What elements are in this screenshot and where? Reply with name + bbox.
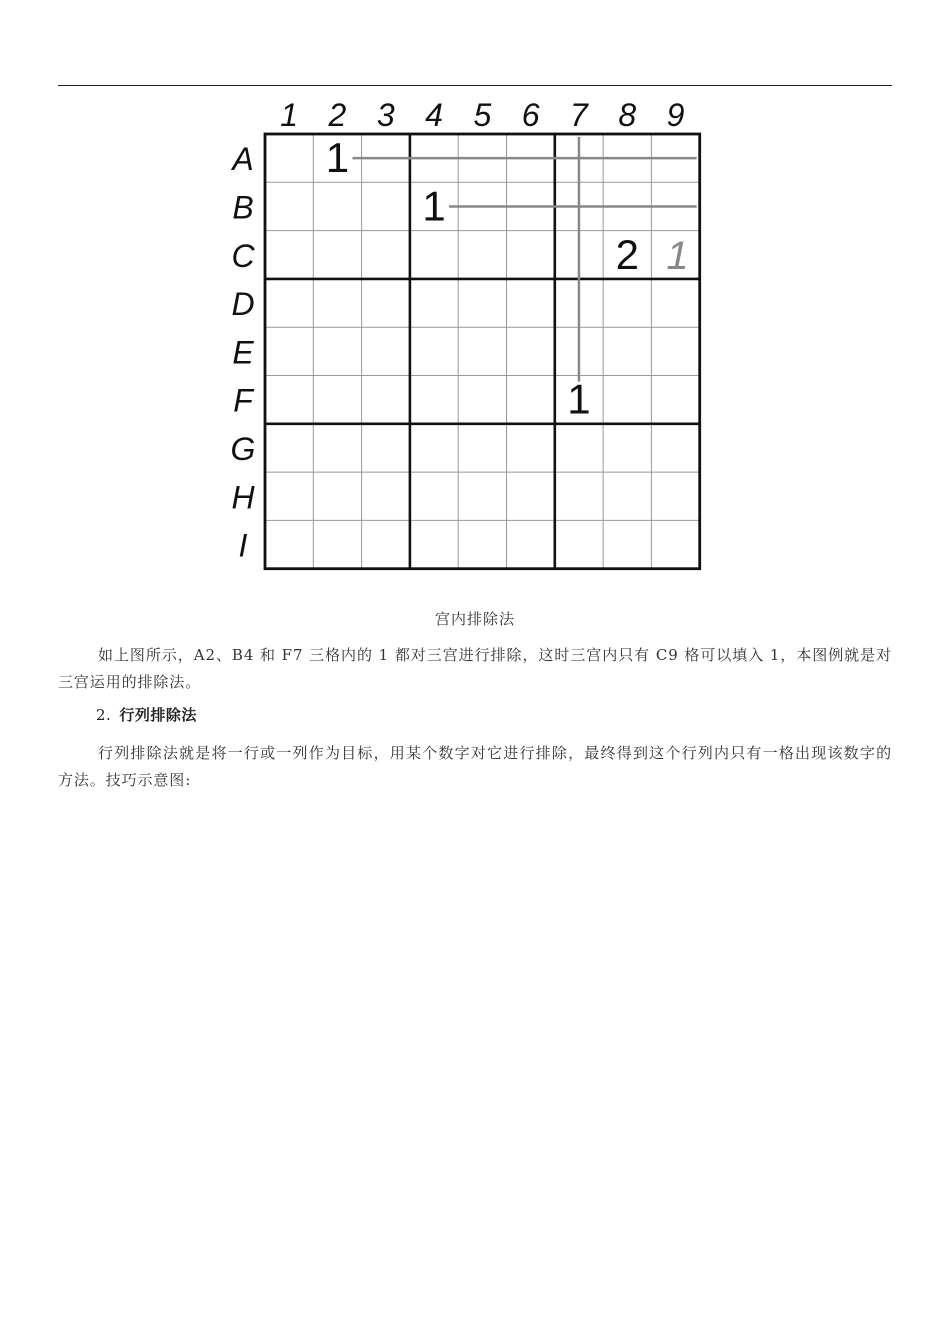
column-label: 6 xyxy=(521,97,540,133)
figure-caption: 宫内排除法 xyxy=(434,610,515,628)
column-label: 8 xyxy=(618,97,637,133)
given-digit: 1 xyxy=(325,134,350,182)
row-label: C xyxy=(231,237,255,274)
grid-border xyxy=(265,134,700,569)
candidate-digit: 1 xyxy=(666,233,689,278)
row-label: A xyxy=(232,141,254,178)
column-label: 2 xyxy=(328,97,347,133)
column-label: 3 xyxy=(376,97,395,133)
column-label: 9 xyxy=(666,97,685,133)
section-number: 2. xyxy=(96,706,112,724)
given-digit: 2 xyxy=(615,230,639,278)
row-label: F xyxy=(233,382,253,419)
given-digit: 1 xyxy=(567,375,591,423)
row-label: D xyxy=(231,286,255,323)
sudoku-figure xyxy=(218,92,708,574)
row-label: I xyxy=(238,527,248,564)
column-label: 1 xyxy=(280,97,299,133)
column-label: 5 xyxy=(473,97,492,133)
section-heading xyxy=(96,704,197,725)
section-title: 行列排除法 xyxy=(119,706,197,724)
header-rule xyxy=(58,85,892,86)
given-digit: 1 xyxy=(422,182,446,230)
row-label: H xyxy=(231,479,255,516)
row-label: G xyxy=(230,430,256,467)
row-label: B xyxy=(232,189,254,226)
sudoku-grid xyxy=(218,92,708,574)
paragraph-definition: 行列排除法就是将一行或一列作为目标，用某个数字对它进行排除，最终得到这个行列内只有一格出现该数字的方法。技巧示意图: xyxy=(58,744,892,789)
column-label: 7 xyxy=(570,97,588,133)
column-label: 4 xyxy=(425,97,443,133)
paragraph-explanation: 如上图所示，A2、B4 和 F7 三格内的 1 都对三宫进行排除，这时三宫内只有 C9 格可以填入 1，本图例就是对三宫运用的排除法。 xyxy=(58,646,892,691)
row-label: E xyxy=(232,334,254,371)
